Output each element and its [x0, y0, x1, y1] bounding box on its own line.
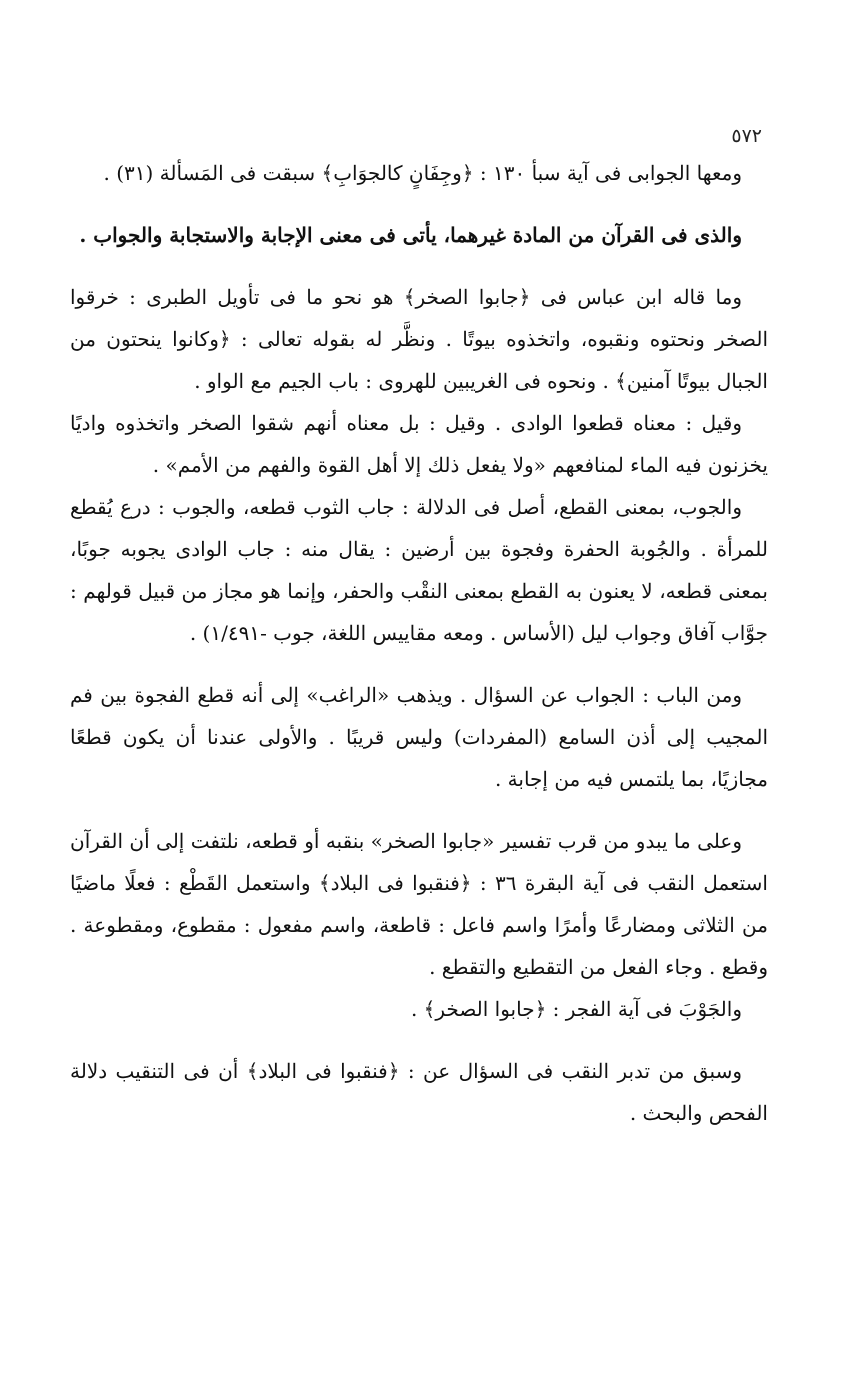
paragraph-9: وسبق من تدبر النقب فى السؤال عن : ﴿فنقبوا فى البلاد﴾ أن فى التنقيب دلالة الفحص والبحث . [70, 1059, 768, 1125]
body-text [70, 152, 768, 1134]
paragraph-7: وعلى ما يبدو من قرب تفسير «جابوا الصخر» بنقبه أو قطعه، نلتفت إلى أن القرآن استعمل النقب فى آية البقرة ٣٦ : ﴿فنقبوا فى البلاد﴾ واستعمل القَطْع : فعلًا ماضيًا من الثلاثى ومضارعًا وأمرًا واسم فاعل : قاطعة، واسم مفعول : مقطوع، ومقطوعة . وقطع . وجاء الفعل من التقطيع والتقطع . [70, 829, 768, 979]
paragraph-2: والذى فى القرآن من المادة غيرهما، يأتى فى معنى الإجابة والاستجابة والجواب . [79, 223, 742, 247]
paragraph-4: وقيل : معناه قطعوا الوادى . وقيل : بل معناه أنهم شقوا الصخر واتخذوه واديًا يخزنون فيه الماء لمنافعهم «ولا يفعل ذلك إلا أهل القوة والفهم من الأمم» . [70, 411, 768, 477]
paragraph-6: ومن الباب : الجواب عن السؤال . ويذهب «الراغب» إلى أنه قطع الفجوة بين فم المجيب إلى أذن السامع (المفردات) وليس قريبًا . والأولى عندنا أن يكون قطعًا مجازيًا، بما يلتمس فيه من إجابة . [70, 683, 768, 791]
paragraph-3: وما قاله ابن عباس فى ﴿جابوا الصخر﴾ هو نحو ما فى تأويل الطبرى : خرقوا الصخر ونحتوه ونقبوه، واتخذوه بيوتًا . ونظَّر له بقوله تعالى : ﴿وكانوا ينحتون من الجبال بيوتًا آمنين﴾ . ونحوه فى الغريبين للهروى : باب الجيم مع الواو . [70, 285, 768, 393]
paragraph-1: ومعها الجوابى فى آية سبأ ١٣٠ : ﴿وجِفَانٍ كالجوَابِ﴾ سبقت فى المَسألة (٣١) . [103, 161, 742, 185]
paragraph-8: والجَوْبَ فى آية الفجر : ﴿جابوا الصخر﴾ . [410, 997, 742, 1021]
page-number: ٥٧٢ [731, 125, 762, 147]
paragraph-5: والجوب، بمعنى القطع، أصل فى الدلالة : جاب الثوب قطعه، والجوب : درع يُقطع للمرأة . والجُوبة الحفرة وفجوة بين أرضين : يقال منه : جاب الوادى يجوبه جوبًا، بمعنى قطعه، لا يعنون به القطع بمعنى النقْب والحفر، وإنما هو مجاز من قبيل قولهم : جوَّاب آفاق وجواب ليل (الأساس . ومعه مقاييس اللغة، جوب -١/٤٩١) . [70, 495, 768, 645]
